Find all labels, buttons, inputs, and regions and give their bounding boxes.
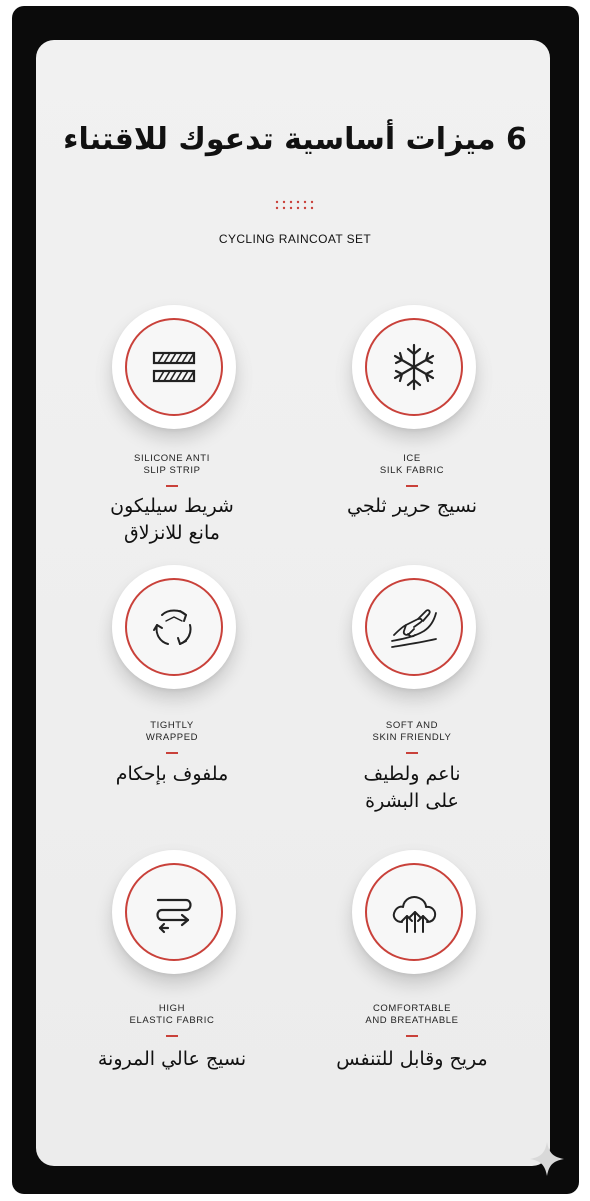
subtitle: CYCLING RAINCOAT SET [218,232,372,246]
elastic-arrows-icon [148,886,200,938]
feature-badge [352,850,476,974]
feature-ar-label: على البشرة [365,790,459,812]
feature-en-label: HIGH [158,1003,186,1014]
feature-en-label: TIGHTLY [150,720,194,731]
feature-ar-label: ناعم ولطيف [363,763,461,785]
page-title: 6 ميزات أساسية تدعوك للاقتناء [63,122,527,157]
accent-dash [166,485,178,487]
feature-ar-label: نسيج عالي المرونة [97,1048,247,1070]
feature-en-label: SLIP STRIP [143,465,201,476]
feature-badge [352,565,476,689]
feature-en-label: AND BREATHABLE [365,1015,459,1026]
cloud-breathable-icon [388,886,440,938]
feature-badge [112,565,236,689]
accent-dash [406,1035,418,1037]
feature-en-label: SOFT AND [385,720,439,731]
accent-dash [406,485,418,487]
accent-dash [166,1035,178,1037]
feature-ar-label: مريح وقابل للتنفس [336,1048,488,1070]
accent-dash [166,752,178,754]
feature-en-label: COMFORTABLE [372,1003,452,1014]
feature-en-label: SILICONE ANTI [134,453,210,464]
snowflake-icon [388,341,440,393]
recycle-arrows-icon [148,601,200,653]
feature-ar-label: ملفوف بإحكام [115,763,229,785]
feature-badge [112,850,236,974]
feature-ar-label: نسيج حرير ثلجي [347,495,477,517]
feature-ar-label: مانع للانزلاق [124,522,220,544]
feature-en-label: SKIN FRIENDLY [372,732,452,743]
feature-en-label: ELASTIC FABRIC [129,1015,215,1026]
accent-dash [406,752,418,754]
feature-en-label: WRAPPED [145,732,199,743]
feature-badge [112,305,236,429]
feature-ar-label: شريط سيليكون [110,495,234,517]
hand-touch-icon [388,601,440,653]
dots-divider-icon [274,199,314,211]
anti-slip-strip-icon [148,341,200,393]
feature-badge [352,305,476,429]
feature-en-label: SILK FABRIC [379,465,445,476]
sparkle-icon [528,1140,566,1178]
feature-en-label: ICE [403,453,421,464]
